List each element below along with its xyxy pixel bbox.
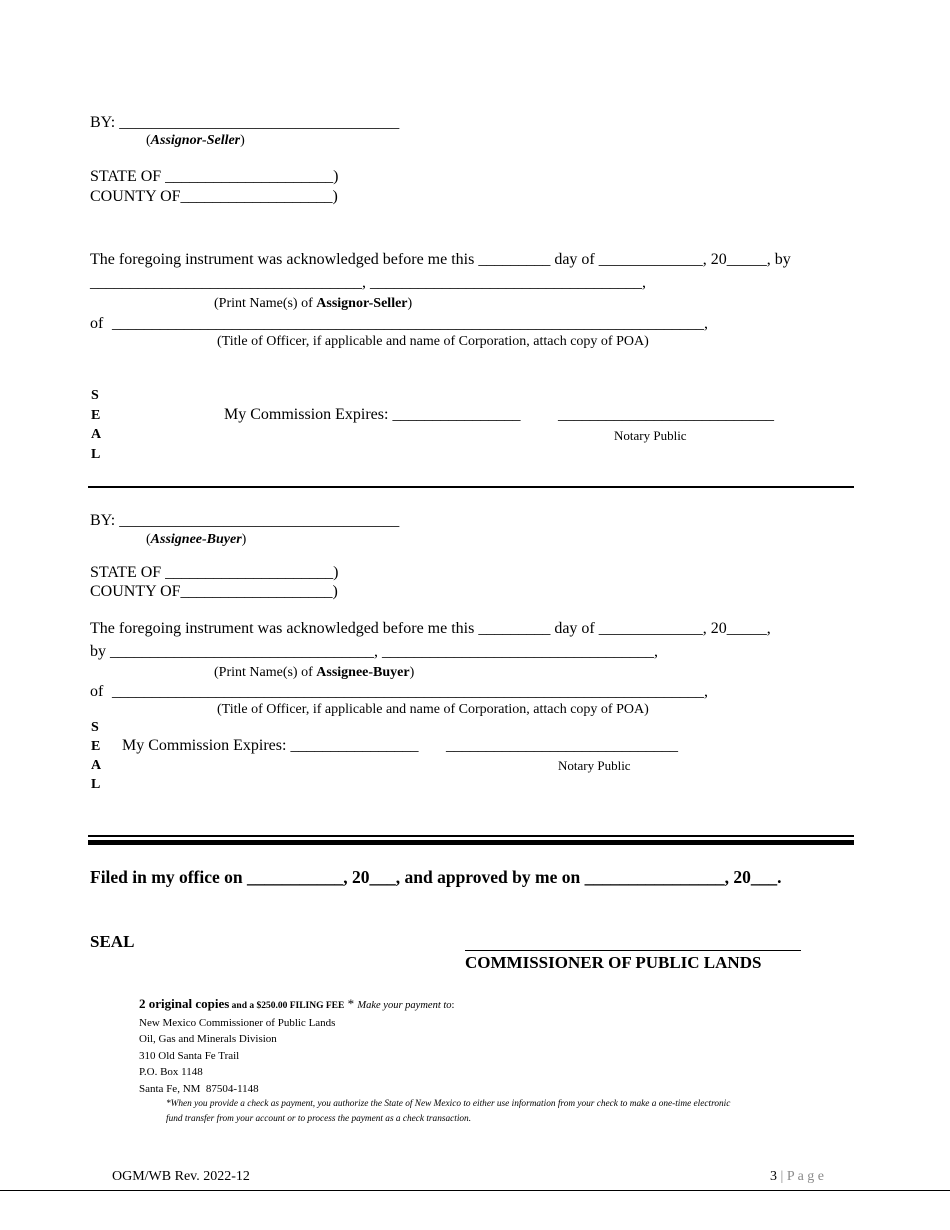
assignee-state-line[interactable]: STATE OF _____________________) xyxy=(90,564,339,581)
assignee-ack-line[interactable]: The foregoing instrument was acknowledged before me this _________ day of _____________, 20_____, xyxy=(90,620,771,637)
filing-seal-label: SEAL xyxy=(90,932,135,951)
assignor-by-line[interactable]: BY: ___________________________________ xyxy=(90,114,400,131)
payment-copies: 2 original copies xyxy=(139,996,230,1011)
commissioner-signature-line[interactable] xyxy=(465,950,801,951)
assignee-notary-signature-line[interactable]: _____________________________ xyxy=(446,737,678,754)
assignee-print-name-caption xyxy=(214,664,414,681)
assignor-of-label: of xyxy=(90,315,104,332)
assignee-of-line[interactable]: __________________________________________________________________________, xyxy=(112,683,708,700)
payment-address-line: New Mexico Commissioner of Public Lands xyxy=(139,1017,336,1029)
payment-address-line: Santa Fe, NM 87504-1148 xyxy=(139,1083,259,1095)
payment-colon: : xyxy=(451,1000,455,1011)
footer-page-word: P a g e xyxy=(786,1169,825,1184)
assignor-names-line[interactable]: __________________________________, __________________________________, xyxy=(90,274,646,291)
payment-asterisk: * xyxy=(344,996,358,1011)
footer-revision: OGM/WB Rev. 2022-12 xyxy=(112,1169,250,1184)
assignee-role-caption xyxy=(146,531,246,548)
assignor-county-line[interactable]: COUNTY OF___________________) xyxy=(90,188,338,205)
assignee-role-close: ) xyxy=(241,532,247,547)
section-divider xyxy=(88,486,854,488)
assignor-of-line[interactable]: __________________________________________________________________________, xyxy=(112,315,708,332)
assignee-county-line[interactable]: COUNTY OF___________________) xyxy=(90,583,338,600)
footer-page-number: 3 xyxy=(770,1169,777,1184)
assignor-role-close: ) xyxy=(240,133,245,148)
payment-address-line: P.O. Box 1148 xyxy=(139,1066,203,1078)
assignor-seal-letters: S E A L xyxy=(91,388,102,462)
double-rule-top xyxy=(88,835,854,837)
assignor-print-prefix: (Print Name(s) of xyxy=(214,296,317,311)
assignor-ack-line[interactable]: The foregoing instrument was acknowledged before me this _________ day of _____________, 20_____, by xyxy=(90,251,791,268)
assignee-seal-letters: S E A L xyxy=(91,720,102,792)
payment-address-line: 310 Old Santa Fe Trail xyxy=(139,1050,240,1062)
assignee-of-label: of xyxy=(90,683,104,700)
assignor-notary-signature-line[interactable]: ___________________________ xyxy=(558,406,774,423)
payment-fee: and a $250.00 FILING FEE xyxy=(229,1001,345,1011)
assignor-print-suffix: ) xyxy=(407,296,413,311)
assignee-role-open: ( xyxy=(146,532,151,547)
filed-approval-line[interactable]: Filed in my office on ___________, 20___, and approved by me on ________________, 20___. xyxy=(90,867,782,887)
assignee-print-prefix: (Print Name(s) of xyxy=(214,665,317,680)
commissioner-label: COMMISSIONER OF PUBLIC LANDS xyxy=(465,953,762,972)
assignor-commission-expires[interactable]: My Commission Expires: ________________ xyxy=(224,406,521,423)
assignor-title-note: (Title of Officer, if applicable and name of Corporation, attach copy of POA) xyxy=(217,334,649,349)
assignee-title-note: (Title of Officer, if applicable and name of Corporation, attach copy of POA) xyxy=(217,702,649,717)
assignor-role: Assignor-Seller xyxy=(150,133,241,148)
assignee-commission-expires[interactable]: My Commission Expires: ________________ xyxy=(122,737,419,754)
assignor-print-name-caption xyxy=(214,295,412,312)
payment-address-line: Oil, Gas and Minerals Division xyxy=(139,1033,277,1045)
footer-page-indicator xyxy=(770,1168,824,1185)
assignee-print-role: Assignee-Buyer xyxy=(316,665,410,680)
assignor-print-role: Assignor-Seller xyxy=(316,296,408,311)
footer-page-separator: | xyxy=(777,1169,787,1184)
payment-disclaimer-line-1: *When you provide a check as payment, you authorize the State of New Mexico to either use information from your check to make a one-time electronic xyxy=(166,1099,731,1109)
assignor-role-caption xyxy=(146,132,245,149)
assignor-role-open: ( xyxy=(146,133,151,148)
assignee-print-suffix: ) xyxy=(409,665,415,680)
payment-disclaimer-line-2: fund transfer from your account or to process the payment as a check transaction. xyxy=(166,1114,472,1124)
assignee-notary-label: Notary Public xyxy=(558,758,631,773)
assignee-by-line[interactable]: BY: ___________________________________ xyxy=(90,512,400,529)
footer-rule xyxy=(0,1190,950,1191)
assignee-names-line[interactable]: by _________________________________, __________________________________, xyxy=(90,643,658,660)
payment-heading xyxy=(139,996,454,1014)
payment-make-to: Make your payment to xyxy=(357,1000,452,1011)
double-rule-bottom xyxy=(88,840,854,845)
assignee-role: Assignee-Buyer xyxy=(150,532,242,547)
assignor-state-line[interactable]: STATE OF _____________________) xyxy=(90,168,339,185)
assignor-notary-label: Notary Public xyxy=(614,428,687,443)
